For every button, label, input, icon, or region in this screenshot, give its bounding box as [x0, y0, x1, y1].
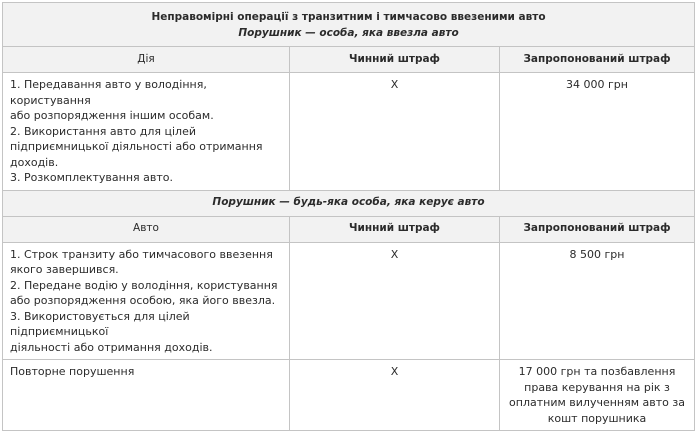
- header-proposed-fine: Запропонований штраф: [500, 47, 695, 73]
- section2-row1-current-fine: Х: [290, 242, 500, 360]
- section2-header-row: [3, 216, 695, 242]
- section1-row-description: 1. Передавання авто у володіння, користування або розпорядження іншим особам. 2. Використання авто для цілей підприємницької діяльності або отримання доходів. 3. Розкомплектування авто.: [3, 73, 290, 191]
- section1-row-proposed-fine: 34 000 грн: [500, 73, 695, 191]
- section2-row1-description: 1. Строк транзиту або тимчасового ввезення якого завершився. 2. Передане водію у володіння, користування або розпорядження особою, яка його ввезла. 3. Використовується для цілей підприємницької діяльності або отримання доходів.: [3, 242, 290, 360]
- section1-row: [3, 73, 695, 191]
- header-action: Дія: [3, 47, 290, 73]
- table-title: Неправомірні операції з транзитним і тимчасово ввезеними авто: [151, 10, 546, 23]
- section2-row-1: [3, 242, 695, 360]
- table-subtitle: Порушник — особа, яка ввезла авто: [238, 26, 459, 39]
- header-proposed-fine-2: Запропонований штраф: [500, 216, 695, 242]
- table-title-row: [3, 3, 695, 47]
- section2-subtitle: Порушник — будь-яка особа, яка керує авто: [3, 190, 695, 216]
- section2-row1-proposed-fine: 8 500 грн: [500, 242, 695, 360]
- section2-row2-current-fine: Х: [290, 360, 500, 431]
- section2-subtitle-row: [3, 190, 695, 216]
- section1-header-row: [3, 47, 695, 73]
- section1-row-current-fine: Х: [290, 73, 500, 191]
- fines-table: [2, 2, 695, 431]
- header-current-fine-2: Чинний штраф: [290, 216, 500, 242]
- header-vehicle: Авто: [3, 216, 290, 242]
- section2-row-2: [3, 360, 695, 431]
- section2-row2-proposed-fine: 17 000 грн та позбавлення права керування на рік з оплатним вилученням авто за кошт порушника: [500, 360, 695, 431]
- table-title-cell: [3, 3, 695, 47]
- section2-row2-description: Повторне порушення: [3, 360, 290, 431]
- header-current-fine: Чинний штраф: [290, 47, 500, 73]
